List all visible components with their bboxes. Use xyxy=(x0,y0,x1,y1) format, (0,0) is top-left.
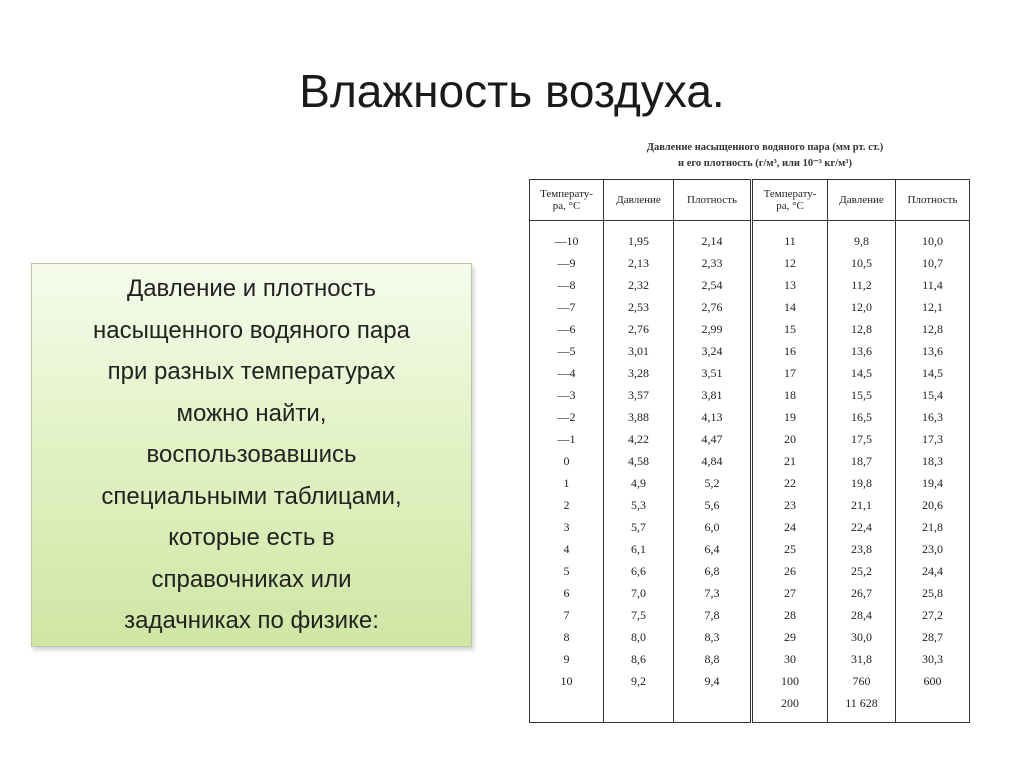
pressure-cell: 21,1 xyxy=(828,494,896,516)
slide-title: Влажность воздуха. xyxy=(299,65,725,117)
density-cell: 4,13 xyxy=(674,406,752,428)
temperature-cell: 7 xyxy=(530,604,604,626)
density-cell: 20,6 xyxy=(896,494,970,516)
table-row xyxy=(530,362,970,384)
pressure-cell: 30,0 xyxy=(828,626,896,648)
table-row xyxy=(530,670,970,692)
pressure-cell: 14,5 xyxy=(828,362,896,384)
pressure-cell: 12,0 xyxy=(828,296,896,318)
table-row xyxy=(530,648,970,670)
header-temperature-line: Температу- xyxy=(763,188,817,200)
density-cell: 18,3 xyxy=(896,450,970,472)
density-cell: 7,8 xyxy=(674,604,752,626)
temperature-cell: —1 xyxy=(530,428,604,450)
pressure-cell: 22,4 xyxy=(828,516,896,538)
temperature-cell: 0 xyxy=(530,450,604,472)
density-cell: 25,8 xyxy=(896,582,970,604)
pressure-cell: 2,53 xyxy=(604,296,674,318)
pressure-cell: 4,9 xyxy=(604,472,674,494)
density-cell: 15,4 xyxy=(896,384,970,406)
table-row xyxy=(530,516,970,538)
temperature-cell: 10 xyxy=(530,670,604,692)
density-cell: 9,4 xyxy=(674,670,752,692)
density-cell: 7,3 xyxy=(674,582,752,604)
temperature-cell: 4 xyxy=(530,538,604,560)
pressure-cell: 10,5 xyxy=(828,252,896,274)
density-cell: 2,33 xyxy=(674,252,752,274)
temperature-cell: —5 xyxy=(530,340,604,362)
density-cell: 23,0 xyxy=(896,538,970,560)
temperature-cell: —3 xyxy=(530,384,604,406)
temperature-cell: —10 xyxy=(530,221,604,253)
info-text-line: при разных температурах xyxy=(107,358,396,386)
pressure-cell: 15,5 xyxy=(828,384,896,406)
info-text-line: задачниках по физике: xyxy=(124,607,379,635)
table-row xyxy=(530,604,970,626)
pressure-cell: 28,4 xyxy=(828,604,896,626)
density-cell: 4,84 xyxy=(674,450,752,472)
density-cell: 6,8 xyxy=(674,560,752,582)
table-row xyxy=(530,296,970,318)
density-cell: 3,51 xyxy=(674,362,752,384)
temperature-cell: 100 xyxy=(752,670,828,692)
pressure-cell: 19,8 xyxy=(828,472,896,494)
table-row xyxy=(530,560,970,582)
pressure-cell: 17,5 xyxy=(828,428,896,450)
density-cell xyxy=(896,692,970,723)
pressure-cell: 9,8 xyxy=(828,221,896,253)
table-caption-line: Давление насыщенного водяного пара (мм рт. ст.) xyxy=(646,142,884,153)
header-temperature xyxy=(752,180,828,221)
temperature-cell: 14 xyxy=(752,296,828,318)
pressure-cell xyxy=(604,692,674,723)
density-cell: 5,6 xyxy=(674,494,752,516)
table-row xyxy=(530,450,970,472)
density-cell: 10,7 xyxy=(896,252,970,274)
density-cell: 21,8 xyxy=(896,516,970,538)
header-temperature-line: ра, °С xyxy=(776,200,804,212)
table-row xyxy=(530,406,970,428)
header-density: Плотность xyxy=(674,180,752,221)
density-cell: 12,8 xyxy=(896,318,970,340)
header-temperature-line: ра, °С xyxy=(552,200,581,212)
info-text-line: можно найти, xyxy=(176,399,327,427)
temperature-cell: 3 xyxy=(530,516,604,538)
temperature-cell: —8 xyxy=(530,274,604,296)
pressure-cell: 23,8 xyxy=(828,538,896,560)
info-text-line: воспользовавшись xyxy=(146,441,357,469)
table-header-row xyxy=(530,180,970,221)
temperature-cell: —7 xyxy=(530,296,604,318)
pressure-cell: 3,88 xyxy=(604,406,674,428)
pressure-cell: 7,5 xyxy=(604,604,674,626)
pressure-cell: 1,95 xyxy=(604,221,674,253)
density-cell: 4,47 xyxy=(674,428,752,450)
header-pressure: Давление xyxy=(604,180,674,221)
temperature-cell: 23 xyxy=(752,494,828,516)
pressure-cell: 8,0 xyxy=(604,626,674,648)
info-text-line: Давление и плотность xyxy=(126,275,377,303)
density-cell: 24,4 xyxy=(896,560,970,582)
temperature-cell: 25 xyxy=(752,538,828,560)
temperature-cell: 21 xyxy=(752,450,828,472)
density-cell: 2,76 xyxy=(674,296,752,318)
pressure-cell: 5,3 xyxy=(604,494,674,516)
density-cell: 11,4 xyxy=(896,274,970,296)
density-cell: 8,8 xyxy=(674,648,752,670)
temperature-cell: 27 xyxy=(752,582,828,604)
pressure-cell: 25,2 xyxy=(828,560,896,582)
pressure-cell: 6,6 xyxy=(604,560,674,582)
temperature-cell: 8 xyxy=(530,626,604,648)
pressure-cell: 3,57 xyxy=(604,384,674,406)
temperature-cell: —6 xyxy=(530,318,604,340)
density-cell: 3,24 xyxy=(674,340,752,362)
table-row xyxy=(530,340,970,362)
table-row xyxy=(530,428,970,450)
temperature-cell xyxy=(530,692,604,723)
temperature-cell: —2 xyxy=(530,406,604,428)
temperature-cell: 9 xyxy=(530,648,604,670)
pressure-cell: 2,13 xyxy=(604,252,674,274)
pressure-cell: 26,7 xyxy=(828,582,896,604)
table-row xyxy=(530,384,970,406)
temperature-cell: 16 xyxy=(752,340,828,362)
pressure-cell: 5,7 xyxy=(604,516,674,538)
table-row xyxy=(530,318,970,340)
pressure-cell: 4,22 xyxy=(604,428,674,450)
density-cell xyxy=(674,692,752,723)
pressure-cell: 2,32 xyxy=(604,274,674,296)
pressure-cell: 7,0 xyxy=(604,582,674,604)
density-cell: 19,4 xyxy=(896,472,970,494)
header-pressure: Давление xyxy=(828,180,896,221)
density-cell: 8,3 xyxy=(674,626,752,648)
pressure-cell: 2,76 xyxy=(604,318,674,340)
info-text-line: насыщенного водяного пара xyxy=(93,316,410,344)
header-density: Плотность xyxy=(896,180,970,221)
info-text-line: справочниках или xyxy=(151,565,352,593)
pressure-cell: 13,6 xyxy=(828,340,896,362)
pressure-cell: 31,8 xyxy=(828,648,896,670)
table-row xyxy=(530,626,970,648)
temperature-cell: 5 xyxy=(530,560,604,582)
table-row xyxy=(530,274,970,296)
table-body xyxy=(530,221,970,723)
temperature-cell: 22 xyxy=(752,472,828,494)
density-cell: 28,7 xyxy=(896,626,970,648)
density-cell: 600 xyxy=(896,670,970,692)
info-text-line: которые есть в xyxy=(168,524,335,552)
density-cell: 16,3 xyxy=(896,406,970,428)
temperature-cell: 15 xyxy=(752,318,828,340)
temperature-cell: 20 xyxy=(752,428,828,450)
pressure-cell: 9,2 xyxy=(604,670,674,692)
density-cell: 14,5 xyxy=(896,362,970,384)
pressure-cell: 4,58 xyxy=(604,450,674,472)
density-cell: 2,99 xyxy=(674,318,752,340)
table-row xyxy=(530,221,970,253)
temperature-cell: 26 xyxy=(752,560,828,582)
density-cell: 30,3 xyxy=(896,648,970,670)
pressure-cell: 6,1 xyxy=(604,538,674,560)
density-cell: 2,54 xyxy=(674,274,752,296)
density-cell: 5,2 xyxy=(674,472,752,494)
temperature-cell: —4 xyxy=(530,362,604,384)
temperature-cell: 12 xyxy=(752,252,828,274)
density-cell: 13,6 xyxy=(896,340,970,362)
temperature-cell: 18 xyxy=(752,384,828,406)
temperature-cell: 200 xyxy=(752,692,828,723)
pressure-cell: 11,2 xyxy=(828,274,896,296)
pressure-cell: 3,28 xyxy=(604,362,674,384)
temperature-cell: 17 xyxy=(752,362,828,384)
density-cell: 6,0 xyxy=(674,516,752,538)
table-caption-line: и его плотность (г/м³, или 10⁻³ кг/м³) xyxy=(678,158,852,169)
pressure-cell: 18,7 xyxy=(828,450,896,472)
temperature-cell: 28 xyxy=(752,604,828,626)
temperature-cell: —9 xyxy=(530,252,604,274)
info-textbox xyxy=(31,263,472,647)
table-caption xyxy=(600,140,930,172)
pressure-cell: 8,6 xyxy=(604,648,674,670)
temperature-cell: 29 xyxy=(752,626,828,648)
vapor-pressure-table xyxy=(529,179,970,723)
temperature-cell: 30 xyxy=(752,648,828,670)
pressure-cell: 16,5 xyxy=(828,406,896,428)
table-row xyxy=(530,472,970,494)
density-cell: 17,3 xyxy=(896,428,970,450)
density-cell: 3,81 xyxy=(674,384,752,406)
density-cell: 6,4 xyxy=(674,538,752,560)
table-row xyxy=(530,692,970,723)
table-row xyxy=(530,538,970,560)
table-row xyxy=(530,582,970,604)
header-temperature-line: Температу- xyxy=(540,188,593,200)
density-cell: 10,0 xyxy=(896,221,970,253)
pressure-cell: 760 xyxy=(828,670,896,692)
temperature-cell: 1 xyxy=(530,472,604,494)
temperature-cell: 11 xyxy=(752,221,828,253)
info-text xyxy=(93,268,410,642)
temperature-cell: 24 xyxy=(752,516,828,538)
temperature-cell: 6 xyxy=(530,582,604,604)
header-temperature xyxy=(530,180,604,221)
density-cell: 2,14 xyxy=(674,221,752,253)
pressure-cell: 12,8 xyxy=(828,318,896,340)
temperature-cell: 19 xyxy=(752,406,828,428)
density-cell: 27,2 xyxy=(896,604,970,626)
pressure-cell: 3,01 xyxy=(604,340,674,362)
table-row xyxy=(530,252,970,274)
pressure-cell: 11 628 xyxy=(828,692,896,723)
info-text-line: специальными таблицами, xyxy=(101,482,402,510)
density-cell: 12,1 xyxy=(896,296,970,318)
temperature-cell: 13 xyxy=(752,274,828,296)
table-row xyxy=(530,494,970,516)
temperature-cell: 2 xyxy=(530,494,604,516)
